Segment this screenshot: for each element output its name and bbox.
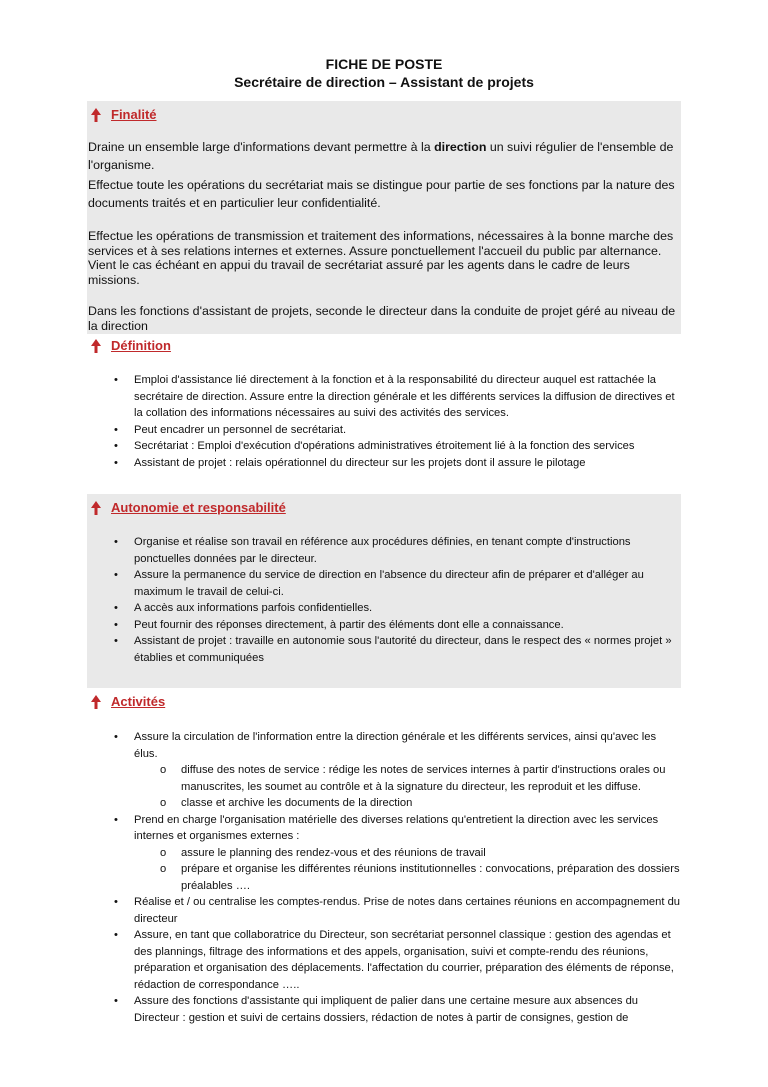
- sub-list-item: [0, 762, 768, 795]
- sub-list-item: [0, 845, 768, 862]
- definition-item-text: Peut encadrer un personnel de secrétariat.: [134, 423, 347, 436]
- red-arrow-icon: [90, 501, 102, 515]
- sub-bullet: o: [160, 863, 167, 875]
- list-item: [0, 567, 768, 600]
- finalite-paragraph-2: Effectue toute les opérations du secrétariat mais se distingue pour partie de ses fonctions par la nature des documents traités et en particulier leur confidentialité.: [88, 178, 675, 210]
- activites-sub-item-text: prépare et organise les différentes réunions institutionnelles : convocations, préparation des dossiers préalables ….: [181, 863, 680, 892]
- finalite-paragraph-4: Dans les fonctions d'assistant de projets, seconde le directeur dans la conduite de projet géré au niveau de la direction: [88, 304, 676, 333]
- activites-sub-item-text: classe et archive les documents de la direction: [181, 797, 413, 809]
- activites-list: [0, 729, 768, 1026]
- bullet: •: [114, 929, 118, 941]
- page-title: FICHE DE POSTE: [325, 56, 443, 72]
- list-item: [0, 617, 768, 634]
- definition-item-text: Secrétariat : Emploi d'exécution d'opérations administratives étroitement lié à la fonction des services: [134, 440, 635, 452]
- autonomie-item-text: Peut fournir des réponses directement, à partir des éléments dont elle a connaissance.: [134, 618, 564, 631]
- list-item: [0, 534, 768, 567]
- list-item: [0, 927, 768, 993]
- finalite-p1-text-c: un suivi régulier de l'ensemble de l'organisme.: [88, 140, 674, 172]
- sub-list-item: [0, 861, 768, 894]
- activites-heading-label: Activités: [111, 694, 166, 709]
- sub-bullet: o: [160, 846, 167, 859]
- activites-item-text: Réalise et / ou centralise les comptes-rendus. Prise de notes dans certaines réunions en accompagnement du directeur: [134, 896, 681, 925]
- activites-item-text: Assure la circulation de l'information entre la direction générale et les différents services, ainsi qu'avec les élus.: [134, 731, 657, 760]
- bullet: •: [114, 440, 118, 452]
- list-item: [0, 372, 768, 422]
- autonomie-list: [0, 534, 768, 666]
- finalite-heading-label: Finalité: [111, 107, 157, 122]
- bullet: •: [114, 423, 118, 436]
- sub-bullet: o: [160, 797, 167, 809]
- definition-list: [0, 372, 768, 471]
- bullet: •: [114, 536, 118, 548]
- list-item: [0, 894, 768, 927]
- finalite-p1-text-a: Draine un ensemble large d'informations devant permettre à la: [88, 140, 435, 154]
- activites-heading: [90, 694, 165, 709]
- bullet: •: [114, 731, 118, 743]
- list-item: [0, 422, 768, 439]
- list-item: [0, 633, 768, 666]
- bullet: •: [114, 618, 118, 631]
- finalite-heading: [90, 107, 157, 122]
- activites-item-text: Assure, en tant que collaboratrice du Directeur, son secrétariat personnel classique : gestion des agendas et des plannings, filtrage des informations et des appels, organisation, suivi et compte-rendu des réunions, préparation et organisation des déplacements. l'affectation du courrier, préparation des éléments de réponse, rédaction de correspondance …..: [134, 929, 674, 991]
- finalite-paragraph-3: Effectue les opérations de transmission et traitement des informations, nécessaires à la bonne marche des services et à ses relations internes et externes. Assure ponctuellement l'accueil du public par alternance. Vient le cas échéant en appui du travail de secrétariat assuré par les agents dans le cadre de leurs missions.: [88, 229, 674, 287]
- list-item: [0, 455, 768, 472]
- definition-heading: [90, 338, 171, 353]
- bullet: •: [114, 602, 118, 614]
- activites-sub-item-text: assure le planning des rendez-vous et des réunions de travail: [181, 846, 486, 859]
- definition-item-text: Emploi d'assistance lié directement à la fonction et à la responsabilité du directeur auquel est rattachée la secrétaire de direction. Assure entre la direction générale et les différents services la diffusion de directives et la collation des informations nécessaires au suivi des activités des services.: [134, 374, 675, 419]
- bullet: •: [114, 374, 118, 386]
- finalite-p1-bold: direction: [434, 140, 487, 154]
- list-item: [0, 729, 768, 762]
- finalite-paragraph-1: [88, 138, 680, 174]
- page-subtitle: Secrétaire de direction – Assistant de projets: [234, 74, 534, 90]
- bullet: •: [114, 635, 118, 647]
- finalite-section-background: [87, 101, 681, 334]
- activites-item-text: Prend en charge l'organisation matérielle des diverses relations qu'entretient la direction avec les services internes et organismes externes :: [134, 813, 659, 842]
- bullet: •: [114, 896, 118, 908]
- list-item: [0, 600, 768, 617]
- list-item: [0, 993, 768, 1026]
- autonomie-item-text: Assure la permanence du service de direction en l'absence du directeur afin de préparer et d'alléger au maximum le travail de celui-ci.: [134, 569, 644, 598]
- activites-item-text: Assure des fonctions d'assistante qui impliquent de palier dans une certaine mesure aux absences du Directeur : gestion et suivi de certains dossiers, rédaction de notes à partir de consignes, gestion de: [134, 995, 639, 1024]
- autonomie-heading: [90, 500, 286, 515]
- autonomie-heading-label: Autonomie et responsabilité: [111, 500, 286, 515]
- autonomie-item-text: Organise et réalise son travail en référence aux procédures définies, en tenant compte d'instructions ponctuelles données par le directeur.: [134, 536, 631, 565]
- bullet: •: [114, 995, 118, 1007]
- bullet: •: [114, 456, 118, 469]
- activites-sub-item-text: diffuse des notes de service : rédige les notes de services internes à partir d'instructions orales ou manuscrites, les soumet au contrôle et à la signature du directeur, les reproduit et les diffuse.: [181, 764, 666, 793]
- definition-heading-label: Définition: [111, 338, 171, 353]
- autonomie-item-text: A accès aux informations parfois confidentielles.: [134, 602, 373, 614]
- list-item: [0, 438, 768, 455]
- bullet: •: [114, 813, 118, 826]
- bullet: •: [114, 569, 118, 581]
- definition-item-text: Assistant de projet : relais opérationnel du directeur sur les projets dont il assure le pilotage: [134, 456, 586, 469]
- list-item: [0, 812, 768, 845]
- sub-bullet: o: [160, 764, 167, 776]
- sub-list-item: [0, 795, 768, 812]
- red-arrow-icon: [90, 695, 102, 709]
- red-arrow-icon: [90, 339, 102, 353]
- autonomie-item-text: Assistant de projet : travaille en autonomie sous l'autorité du directeur, dans le respect des « normes projet » établies et communiquées: [134, 635, 672, 664]
- red-arrow-icon: [90, 108, 102, 122]
